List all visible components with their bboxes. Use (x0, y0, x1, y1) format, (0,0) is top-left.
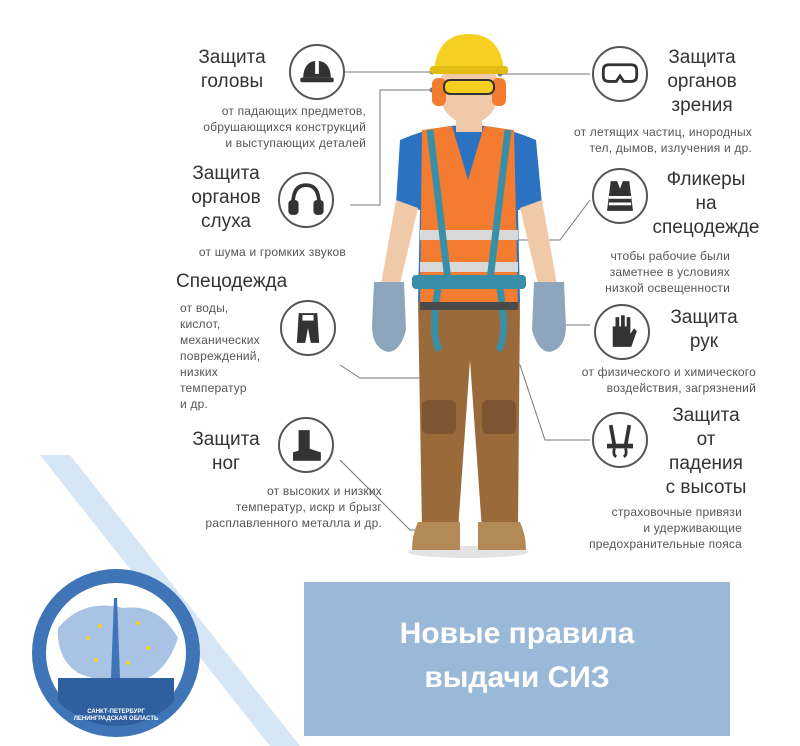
hearing-protection-title: Защита органов слуха (191, 163, 261, 232)
eyes-protection-desc: от летящих частиц, инородных тел, дымов, излучения и др. (573, 125, 752, 155)
glove-icon (594, 304, 650, 360)
boot-icon (278, 417, 334, 473)
safety-harness-icon (592, 412, 648, 468)
feet-protection-title: Защита ног (192, 429, 260, 474)
eyes-protection-title: Защита органов зрения (667, 47, 737, 116)
reflectors-desc: чтобы рабочие были заметнее в условиях низкой освещенности (605, 249, 730, 295)
overalls-icon (280, 300, 336, 356)
reflectors-title: Фликеры на спецодежде (652, 169, 760, 238)
worker-figure (360, 30, 570, 560)
head-protection-desc: от падающих предметов, обрушающихся конструкций и выступающих деталей (203, 104, 366, 150)
hearing-protection-desc: от шума и громких звуков (198, 245, 346, 259)
title-banner (304, 582, 730, 736)
fall-protection-desc: страховочные привязи и удерживающие предохранительные пояса (589, 505, 742, 551)
reflective-vest-icon (592, 168, 648, 224)
hands-protection-title: Защита рук (670, 307, 738, 352)
emblem-label: САНКТ-ПЕТЕРБУРГ ЛЕНИНГРАДСКАЯ ОБЛАСТЬ (73, 709, 159, 722)
head-protection-title: Защита головы (198, 47, 266, 92)
goggles-icon (592, 46, 648, 102)
fall-protection-title: Защита от падения с высоты (665, 405, 747, 498)
hard-hat-icon (289, 44, 345, 100)
workwear-desc: от воды, кислот, механических повреждений, низких температур и др. (180, 301, 261, 411)
earmuffs-icon (278, 172, 334, 228)
hands-protection-desc: от физического и химического воздействия, загрязнений (581, 365, 756, 395)
feet-protection-desc: от высоких и низких температур, искр и брызг расплавленного металла и др. (205, 484, 382, 530)
banner-title: Новые правила выдачи СИЗ (399, 617, 635, 694)
workwear-title: Спецодежда (176, 271, 288, 292)
